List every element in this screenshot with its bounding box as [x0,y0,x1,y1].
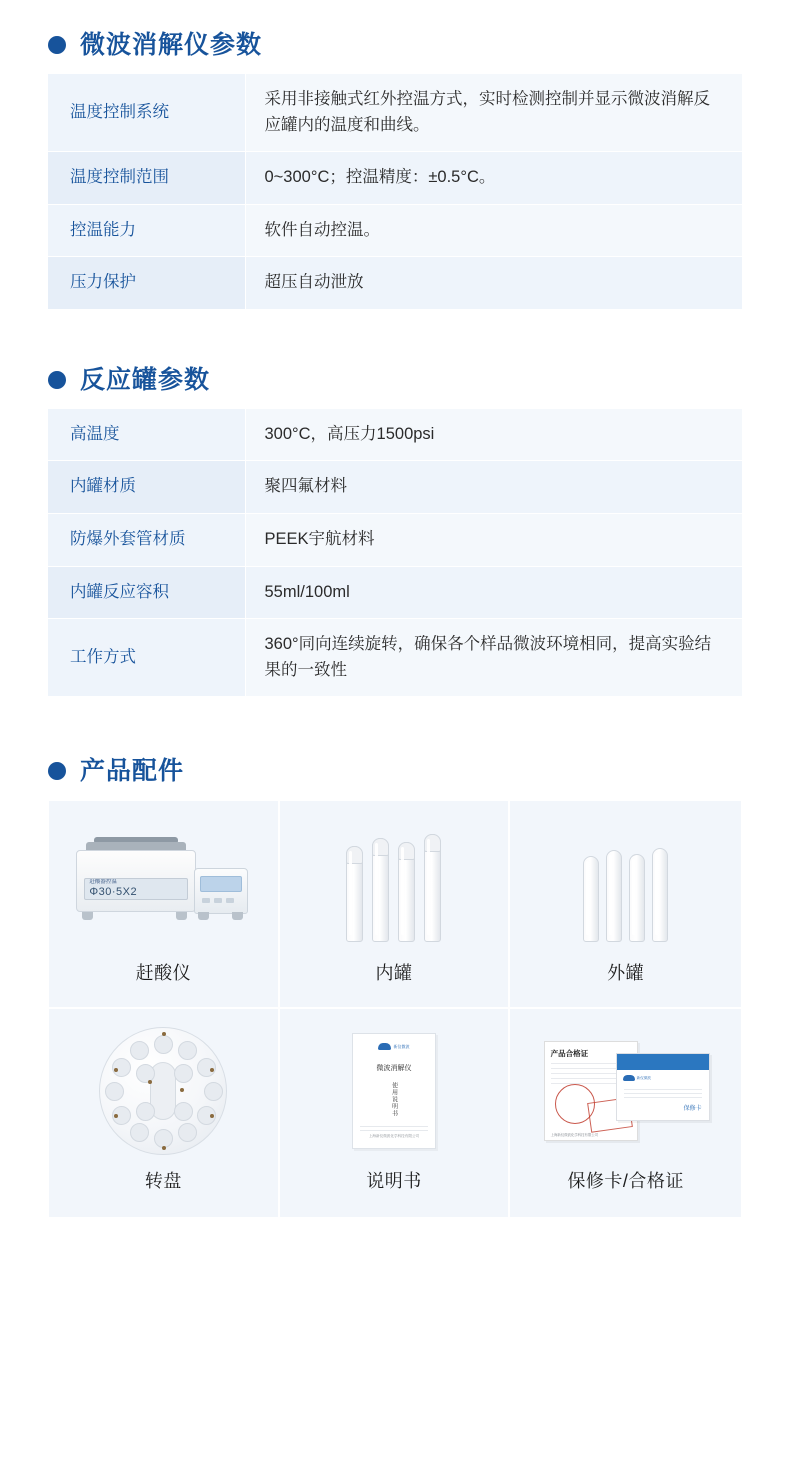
table-row [48,513,742,566]
turntable-screw [162,1146,166,1150]
spec-value: 55ml/100ml [245,566,742,619]
bullet-dot-icon [48,371,66,389]
outer-vessel-illustration [583,824,668,942]
spec-value: 超压自动泄放 [245,257,742,309]
spec-value: 聚四氟材料 [245,461,742,514]
table-row [48,566,742,619]
warranty-card-illustration [538,1035,714,1147]
spec-key: 温度控制范围 [48,152,245,205]
warranty-header-bar [617,1054,709,1070]
table-row [48,257,742,309]
table-row [48,74,742,152]
page-title: 微波消解仪参数 [80,31,263,59]
evaporator-controller-button [214,898,222,903]
manual-footer: 上海新仪微波化学科技有限公司 [368,1134,420,1139]
turntable-hole [130,1123,149,1142]
brand-logo [378,1043,409,1050]
evaporator-controller-screen [200,876,242,892]
evaporator-foot [176,912,187,920]
accessory-image-outer-vessel [516,815,735,951]
evaporator-foot [198,912,209,920]
accessory-image-inner-vessel [286,815,503,951]
spec-key: 高温度 [48,409,245,461]
accessory-cell-warranty-card [510,1009,741,1217]
turntable-hole [178,1123,197,1142]
section-spacer [48,696,742,756]
manual-text-lines [360,1123,428,1134]
spec-table-reaction-vessel-params [48,409,742,696]
outer-vessel-tube [652,848,668,942]
accessory-image-turntable [55,1023,272,1159]
turntable-hole [174,1064,193,1083]
spec-value: 0~300°C；控温精度：±0.5°C。 [245,152,742,205]
accessory-label: 外罐 [607,963,645,984]
turntable-hole [174,1102,193,1121]
brand-logo [617,1070,709,1081]
inner-vessel-tube [372,838,389,942]
accessory-label: 内罐 [375,963,413,984]
accessory-image-acid-evaporator [55,815,272,951]
spec-key: 工作方式 [48,619,245,697]
spec-value: 软件自动控温。 [245,204,742,257]
bullet-dot-icon [48,36,66,54]
outer-vessel-tube [606,850,622,942]
certificate-title: 产品合格证 [550,1049,589,1059]
section-header-accessories [48,756,742,786]
table-row [48,409,742,461]
turntable-hole [105,1082,124,1101]
turntable-hole [178,1041,197,1060]
section-title: 产品配件 [80,757,185,786]
outer-vessel-tube [629,854,645,942]
table-row [48,461,742,514]
wave-icon [623,1075,635,1081]
evaporator-display-line2: Φ30·5X2 [89,885,138,898]
inner-vessel-tube [424,834,441,942]
spec-value: 300°C，高压力1500psi [245,409,742,461]
spec-key: 内罐材质 [48,461,245,514]
spec-value: PEEK宇航材料 [245,513,742,566]
evaporator-controller-button [226,898,234,903]
outer-vessel-tube [583,856,599,942]
inner-vessel-tube [398,842,415,942]
turntable-hole [130,1041,149,1060]
manual-subtitle: 使用说明书 [390,1082,397,1118]
accessory-label: 说明书 [366,1171,422,1192]
evaporator-controller-button [202,898,210,903]
section-title: 反应罐参数 [80,365,211,394]
accessory-label: 转盘 [144,1171,182,1192]
accessories-grid [48,800,742,1218]
turntable-hole [136,1102,155,1121]
turntable-illustration [99,1027,227,1155]
brand-name: 新仪微波 [393,1043,410,1049]
certificate-footer: 上海新仪微波化学科技有限公司 [550,1133,599,1138]
warranty-card [616,1053,710,1121]
turntable-hole [154,1035,173,1054]
spec-key: 内罐反应容积 [48,566,245,619]
table-row [48,152,742,205]
accessory-image-warranty-card [516,1023,735,1159]
accessory-cell-turntable [49,1009,280,1217]
section-header-microwave-digester-params [48,30,742,60]
spec-key: 温度控制系统 [48,74,245,152]
accessory-cell-inner-vessel [280,801,511,1009]
table-row [48,619,742,697]
spec-key: 防爆外套管材质 [48,513,245,566]
section-header-reaction-vessel-params [48,365,742,395]
turntable-screw [180,1088,184,1092]
manual-illustration [352,1033,436,1149]
evaporator-display [84,878,188,900]
accessory-image-manual [286,1023,503,1159]
spec-key: 压力保护 [48,257,245,309]
inner-vessel-illustration [346,824,441,942]
spec-key: 控温能力 [48,204,245,257]
acid-evaporator-illustration [68,828,258,938]
accessory-cell-acid-evaporator [49,801,280,1009]
accessory-cell-manual [280,1009,511,1217]
turntable-hole [204,1082,223,1101]
spec-table-microwave-digester-params [48,74,742,309]
warranty-title: 保修卡 [683,1106,702,1113]
accessory-label: 保修卡/合格证 [567,1171,684,1192]
manual-title: 微波消解仪 [376,1065,412,1073]
accessory-cell-outer-vessel [510,801,741,1009]
inner-vessel-tube [346,846,363,942]
evaporator-foot [82,912,93,920]
evaporator-foot [232,912,243,920]
brand-name: 新仪微波 [636,1075,652,1080]
section-spacer [48,309,742,365]
spec-value: 360°同向连续旋转，确保各个样品微波环境相同，提高实验结果的一致性 [245,619,742,697]
evaporator-display-line1: 赶酸器控温 [89,879,117,886]
table-row [48,204,742,257]
accessory-label: 赶酸仪 [135,963,192,984]
wave-icon [378,1043,391,1050]
bullet-dot-icon [48,762,66,780]
spec-value: 采用非接触式红外控温方式，实时检测控制并显示微波消解反应罐内的温度和曲线。 [245,74,742,152]
warranty-lines [617,1081,709,1098]
